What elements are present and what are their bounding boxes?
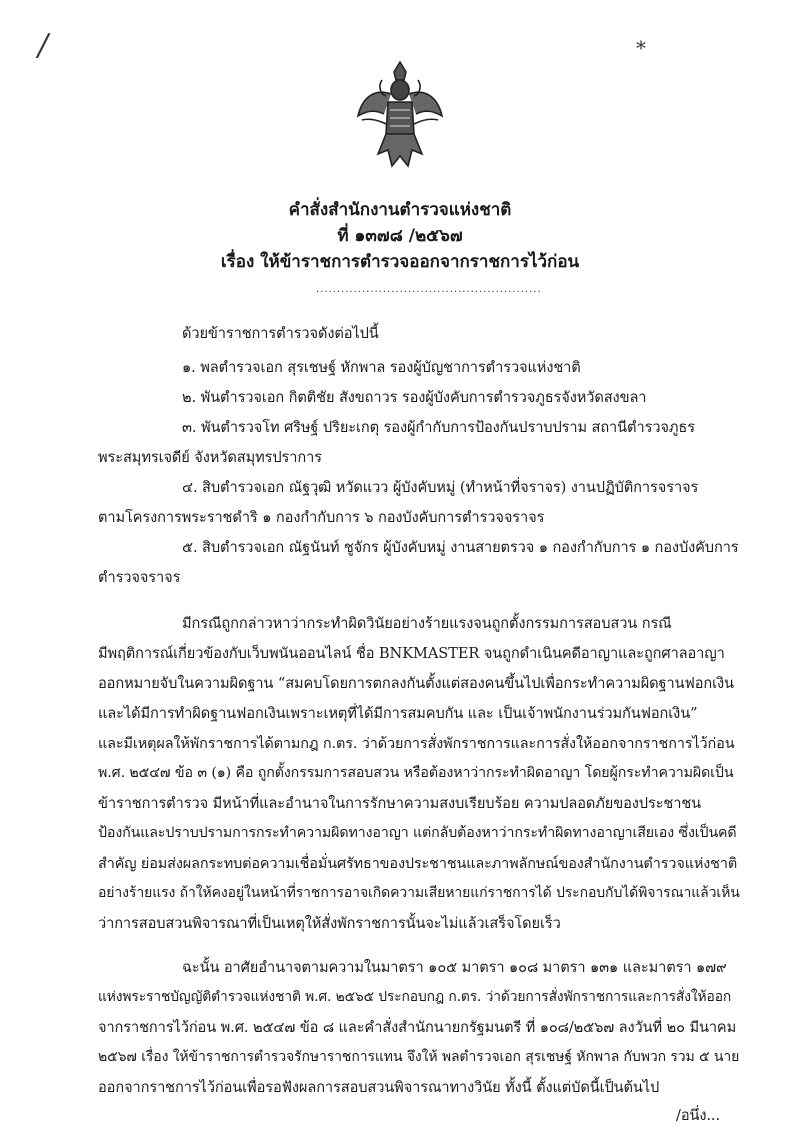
paragraph-line: จากราชการไว้ก่อน พ.ศ. ๒๕๔๗ ข้อ ๘ และคำสั่งสำนักนายกรัฐมนตรี ที่ ๑๐๘/๒๕๖๗ ลงวันที่ ๒๐ มีนาคม [98,1019,737,1036]
paragraph-line: และมีเหตุผลให้พักราชการได้ตามกฎ ก.ตร. ว่าด้วยการสั่งพักราชการและการสั่งให้ออกจากราชการไว้ก่อน [98,736,735,752]
header-separator: ...................................................... [316,284,542,295]
paragraph-line: อย่างร้ายแรง ถ้าให้คงอยู่ในหน้าที่ราชการอาจเกิดความเสียหายแก่ราชการได้ ประกอบกับได้พิจารณาแล้วเห็น [98,885,740,901]
paragraph-line: สำคัญ ย่อมส่งผลกระทบต่อความเชื่อมั่นศรัทธาของประชาชนและภาพลักษณ์ของสำนักงานตำรวจแห่งชาติ [98,856,738,872]
paragraph-line: ฉะนั้น อาศัยอำนาจตามความในมาตรา ๑๐๕ มาตรา ๑๐๘ มาตรา ๑๓๑ และมาตรา ๑๗๙ [182,959,727,976]
paragraph-line: ๒๕๖๗ เรื่อง ให้ข้าราชการตำรวจรักษาราชการแทน จึงให้ พลตำรวจเอก สุรเชษฐ์ หักพาล กับพวก รวม ๕ นาย [98,1049,740,1065]
paragraph-line: มีกรณีถูกกล่าวหาว่ากระทำผิดวินัยอย่างร้ายแรงจนถูกตั้งกรรมการสอบสวน กรณี [182,615,672,632]
officer-item-cont: ตำรวจจราจร [98,569,181,586]
intro-text: ด้วยข้าราชการตำรวจดังต่อไปนี้ [182,325,379,342]
order-subject: เรื่อง ให้ข้าราชการตำรวจออกจากราชการไว้ก่อน [220,252,580,272]
paragraph-line: แห่งพระราชบัญญัติตำรวจแห่งชาติ พ.ศ. ๒๕๖๕ ประกอบกฎ ก.ตร. ว่าด้วยการสั่งพักราชการและการสั่งให้ออก [98,989,732,1005]
officer-item-cont: ตามโครงการพระราชดำริ ๑ กองกำกับการ ๖ กองบังคับการตำรวจจราจร [98,509,545,526]
paragraph-line: ออกจากราชการไว้ก่อนเพื่อรอฟังผลการสอบสวนพิจารณาทางวินัย ทั้งนี้ ตั้งแต่บัดนี้เป็นต้นไป [98,1079,660,1096]
garuda-emblem-icon [354,58,446,176]
pen-mark-top-right: * [636,36,646,60]
paragraph-line: พ.ศ. ๒๕๔๗ ข้อ ๓ (๑) คือ ถูกตั้งกรรมการสอบสวน หรือต้องหาว่ากระทำผิดอาญา โดยผู้กระทำความผิดเป็น [98,765,734,781]
paragraph-line: ออกหมายจับในความผิดฐาน “สมคบโดยการตกลงกันตั้งแต่สองคนขึ้นไปเพื่อกระทำความผิดฐานฟอกเงิน [98,675,734,692]
paragraph-line: และได้มีการทำผิดฐานฟอกเงินเพราะเหตุที่ได้มีการสมคบกัน และ เป็นเจ้าพนักงานร่วมกันฟอกเงิน” [98,705,698,722]
officer-item: ๑. พลตำรวจเอก สุรเชษฐ์ หักพาล รองผู้บัญชาการตำรวจแห่งชาติ [182,359,581,376]
pen-mark-top-left: / [38,28,49,63]
paragraph-line: ข้าราชการตำรวจ มีหน้าที่และอำนาจในการรักษาความสงบเรียบร้อย ความปลอดภัยของประชาชน [98,795,702,812]
officer-item-cont: พระสมุทรเจดีย์ จังหวัดสมุทรปราการ [98,449,322,466]
order-number: ที่ ๑๓๗๘ /๒๕๖๗ [337,226,463,246]
officer-item: ๓. พันตำรวจโท ศริษฐ์ ปริยะเกตุ รองผู้กำกับการป้องกันปราบปราม สถานีตำรวจภูธร [182,419,695,436]
continuation-marker: /อนึ่ง... [676,1107,721,1124]
paragraph-line: ป้องกันและปราบปรามการกระทำความผิดทางอาญา แต่กลับต้องหาว่ากระทำผิดทางอาญาเสียเอง ซึ่งเป็นคดี [98,825,737,841]
paragraph-line: มีพฤติการณ์เกี่ยวข้องกับเว็บพนันออนไลน์ ชื่อ BNKMASTER จนถูกดำเนินคดีอาญาและถูกศาลอาญา [98,645,725,662]
officer-item: ๔. สิบตำรวจเอก ณัฐวุฒิ หวัดแวว ผู้บังคับหมู่ (ทำหน้าที่จราจร) งานปฏิบัติการจราจร [182,479,699,496]
officer-item: ๒. พันตำรวจเอก กิตติชัย สังขถาวร รองผู้บังคับการตำรวจภูธรจังหวัดสงขลา [182,389,647,406]
officer-item: ๕. สิบตำรวจเอก ณัฐนันท์ ชูจักร ผู้บังคับหมู่ งานสายตรวจ ๑ กองกำกับการ ๑ กองบังคับการ [182,539,739,556]
order-title: คำสั่งสำนักงานตำรวจแห่งชาติ [288,200,512,220]
paragraph-line: ว่าการสอบสวนพิจารณาที่เป็นเหตุให้สั่งพักราชการนั้นจะไม่แล้วเสร็จโดยเร็ว [98,915,561,932]
